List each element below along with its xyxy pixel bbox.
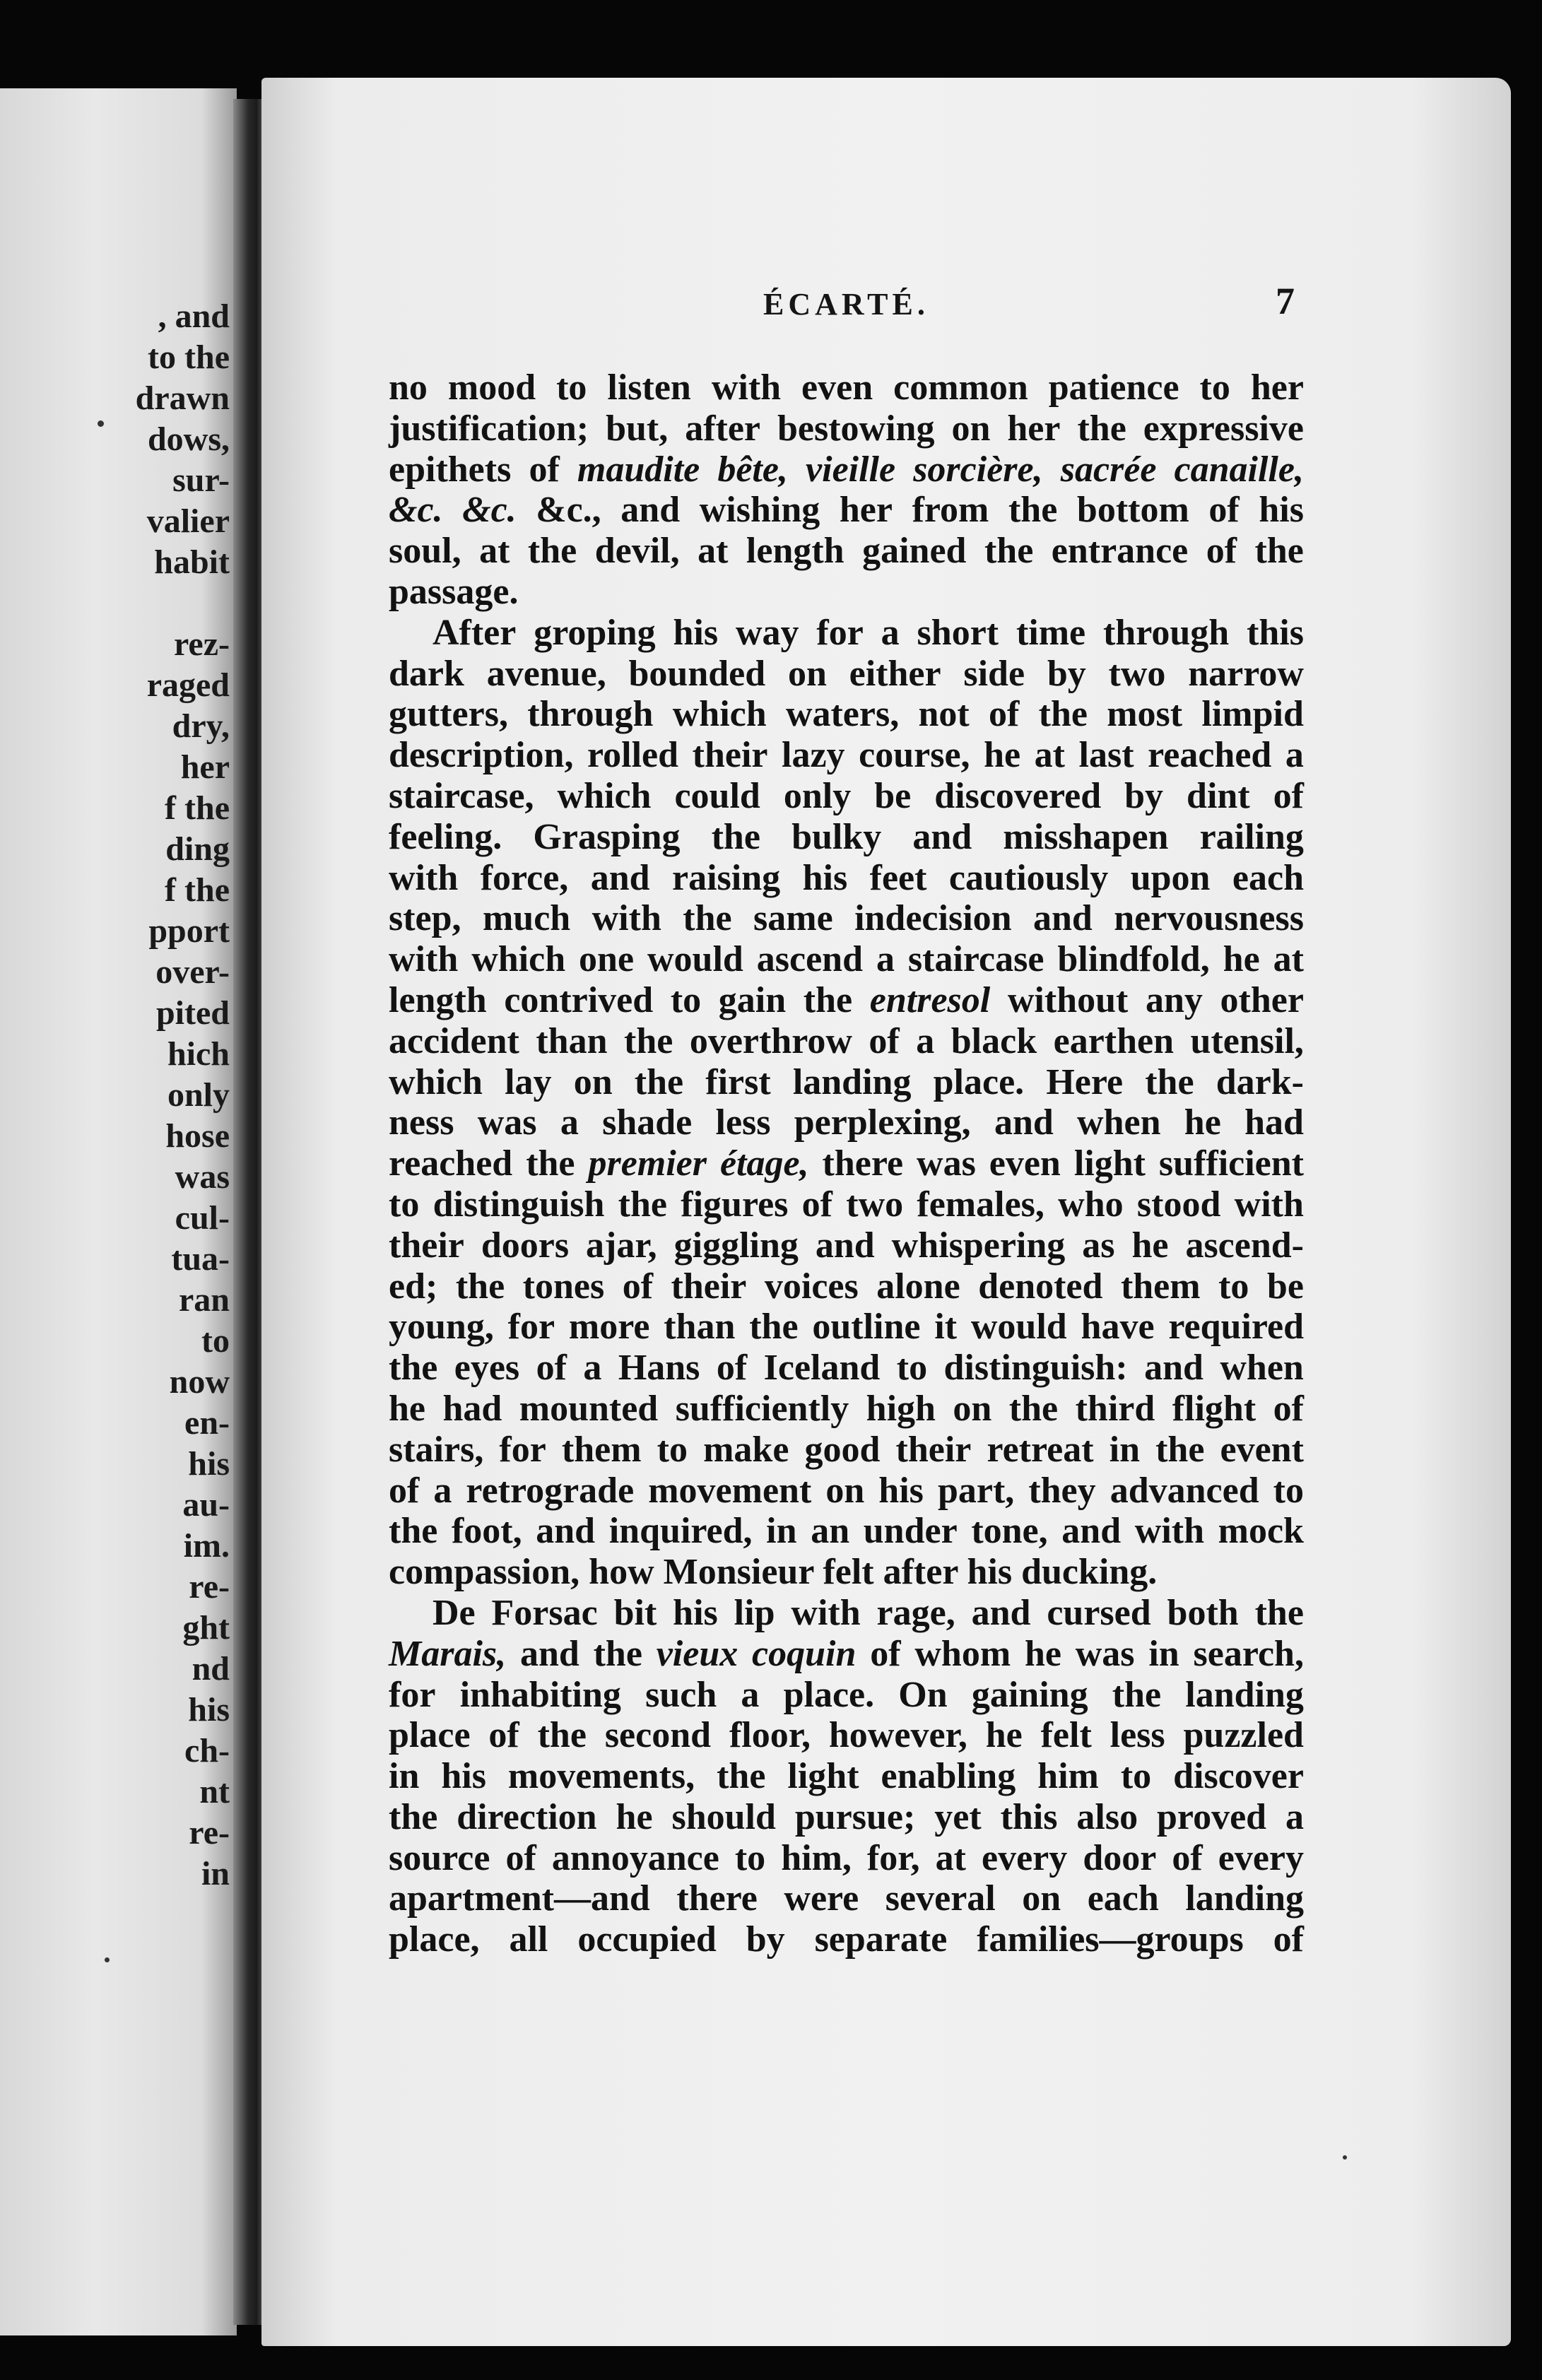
text-line: epithets of maudite bête, vieille sorcière, sacrée canaille, [389, 449, 1304, 490]
previous-page-fragment: her [180, 748, 230, 786]
ink-speck [1343, 2155, 1347, 2160]
previous-page-fragment: to the [148, 338, 230, 376]
previous-page-fragment: ch- [184, 1732, 230, 1769]
previous-page-fragment: only [167, 1076, 230, 1114]
text-line: of a retrograde movement on his part, they advanced to [389, 1470, 1304, 1511]
text-line: passage. [389, 571, 519, 612]
running-head: ÉCARTÉ. [763, 287, 929, 322]
body-text [389, 367, 1304, 1960]
text-line: which lay on the first landing place. Here the dark- [389, 1061, 1304, 1102]
previous-page-fragment: en- [184, 1404, 230, 1442]
previous-page-fragment: , and [158, 298, 230, 335]
text-line: step, much with the same indecision and nervousness [389, 898, 1304, 939]
previous-page-fragment: ding [165, 830, 230, 868]
text-line: &c. &c. &c., and wishing her from the bottom of his [389, 490, 1304, 531]
previous-page-fragment: raged [146, 666, 230, 704]
text-line: De Forsac bit his lip with rage, and cursed both the [432, 1592, 1304, 1633]
previous-page-fragment: to [201, 1322, 230, 1360]
previous-page-fragment: ght [182, 1609, 230, 1646]
previous-page-fragment: hose [165, 1117, 230, 1155]
previous-page-fragment: his [188, 1691, 230, 1728]
text-line: length contrived to gain the entresol without any other [389, 979, 1304, 1020]
text-line: gutters, through which waters, not of the most limpid [389, 694, 1304, 735]
text-line: soul, at the devil, at length gained the entrance of the [389, 531, 1304, 572]
previous-page-fragment: nd [192, 1650, 230, 1687]
previous-page-fragment: pport [148, 912, 230, 950]
previous-page-fragment: dows, [147, 420, 230, 458]
text-line: accident than the overthrow of a black earthen utensil, [389, 1020, 1304, 1061]
text-line: young, for more than the outline it would have required [389, 1307, 1304, 1348]
previous-page-fragment: nt [199, 1773, 230, 1810]
previous-page-fragment: cul- [175, 1199, 230, 1237]
previous-page-fragment: over- [155, 953, 230, 991]
previous-page-fragment: drawn [135, 379, 230, 417]
previous-page-edge [0, 88, 237, 2335]
text-line: ed; the tones of their voices alone denoted them to be [389, 1266, 1304, 1307]
previous-page-fragment: was [175, 1158, 230, 1196]
previous-page-fragment: in [201, 1855, 230, 1892]
text-line: reached the premier étage, there was even light sufficient [389, 1143, 1304, 1184]
text-line: he had mounted sufficiently high on the third flight of [389, 1388, 1304, 1429]
text-line: After groping his way for a short time through this [432, 612, 1304, 653]
previous-page-fragment: his [188, 1445, 230, 1483]
text-line: compassion, how Monsieur felt after his ducking. [389, 1552, 1158, 1593]
page-number: 7 [1276, 280, 1295, 322]
text-line: description, rolled their lazy course, he at last reached a [389, 735, 1304, 776]
text-line: to distinguish the figures of two females, who stood with [389, 1184, 1304, 1225]
text-line: place, all occupied by separate families—groups of [389, 1919, 1304, 1960]
text-line: with which one would ascend a staircase blindfold, he at [389, 939, 1304, 980]
text-line: apartment—and there were several on each landing [389, 1878, 1304, 1919]
previous-page-fragment: im. [183, 1527, 230, 1565]
text-line: Marais, and the vieux coquin of whom he was in search, [389, 1633, 1304, 1674]
previous-page-fragment: tua- [171, 1240, 230, 1278]
previous-page-fragment: valier [146, 502, 230, 540]
text-line: source of annoyance to him, for, at every door of every [389, 1837, 1304, 1878]
text-line: their doors ajar, giggling and whispering as he ascend- [389, 1225, 1304, 1266]
previous-page-fragment: pited [155, 994, 230, 1032]
text-line: feeling. Grasping the bulky and misshapen railing [389, 816, 1304, 857]
previous-page-fragment: sur- [172, 461, 230, 499]
text-line: justification; but, after bestowing on her the expressive [389, 408, 1304, 449]
text-line: the eyes of a Hans of Iceland to distinguish: and when [389, 1348, 1304, 1389]
text-line: for inhabiting such a place. On gaining the landing [389, 1674, 1304, 1715]
text-line: with force, and raising his feet cautiously upon each [389, 857, 1304, 898]
text-line: no mood to listen with even common patience to her [389, 367, 1304, 408]
text-line: place of the second floor, however, he felt less puzzled [389, 1715, 1304, 1756]
text-line: ness was a shade less perplexing, and when he had [389, 1102, 1304, 1143]
previous-page-fragment: f the [165, 789, 230, 827]
previous-page-fragment: au- [182, 1486, 230, 1524]
previous-page-fragment: dry, [172, 707, 230, 745]
text-line: the foot, and inquired, in an under tone, and with mock [389, 1511, 1304, 1552]
text-line: stairs, for them to make good their retreat in the event [389, 1429, 1304, 1470]
previous-page-fragment: habit [154, 543, 230, 581]
previous-page-fragment: hich [167, 1035, 230, 1073]
previous-page-fragment: f the [165, 871, 230, 909]
text-line: in his movements, the light enabling him to discover [389, 1756, 1304, 1797]
previous-page-fragment: now [169, 1363, 230, 1401]
previous-page-fragment: ran [179, 1281, 230, 1319]
previous-page-fragment: re- [189, 1814, 230, 1851]
previous-page-fragment: re- [189, 1568, 230, 1606]
text-line: the direction he should pursue; yet this also proved a [389, 1796, 1304, 1837]
ink-speck [105, 1957, 110, 1962]
text-line: dark avenue, bounded on either side by two narrow [389, 653, 1304, 694]
ink-speck [98, 420, 104, 427]
text-line: staircase, which could only be discovered by dint of [389, 775, 1304, 816]
previous-page-fragment: rez- [173, 625, 230, 663]
